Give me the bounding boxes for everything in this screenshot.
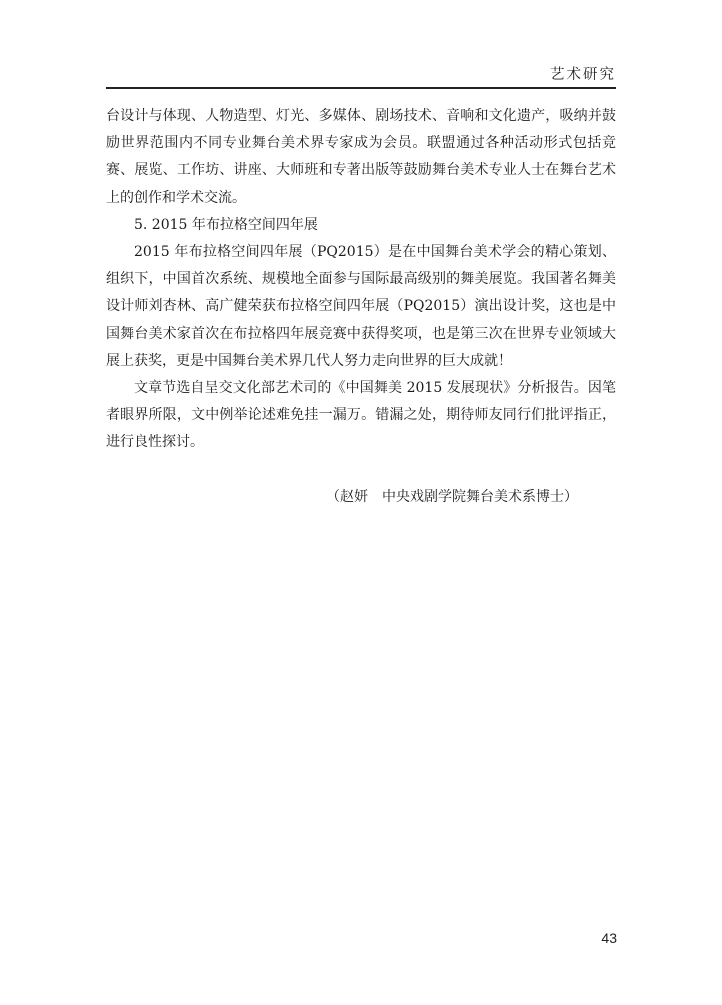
page-number: 43 [601,930,617,946]
paragraph-source-note: 文章节选自呈交文化部艺术司的《中国舞美 2015 发展现状》分析报告。因笔者眼界所限，文中例举论述难免挂一漏万。错漏之处，期待师友同行们批评指正，进行良性探讨。 [106,380,616,451]
section-heading: 5. 2015 年布拉格空间四年展 [134,216,318,233]
running-header-title: 艺术研究 [550,67,616,83]
paragraph-continued: 台设计与体现、人物造型、灯光、多媒体、剧场技术、音响和文化遗产，吸纳并鼓励世界范围内不同专业舞台美术界专家成为会员。联盟通过各种活动形式包括竞赛、展览、工作坊、讲座、大师班和专著出版等鼓励舞台美术专业人士在舞台艺术上的创作和学术交流。 [106,108,616,206]
author-signature: （赵妍 中央戏剧学院舞台美术系博士） [326,488,578,505]
header-divider [106,87,616,89]
paragraph-pq2015: 2015 年布拉格空间四年展（PQ2015）是在中国舞台美术学会的精心策划、组织下，中国首次系统、规模地全面参与国际最高级别的舞美展览。我国著名舞美设计师刘杏林、高广健荣获布拉格空间四年展（PQ2015）演出设计奖，这也是中国舞台美术家首次在布拉格四年展竞赛中获得奖项，也是第三次在世界专业领域大展上获奖，更是中国舞台美术界几代人努力走向世界的巨大成就！ [106,244,616,369]
article-body [106,103,616,511]
